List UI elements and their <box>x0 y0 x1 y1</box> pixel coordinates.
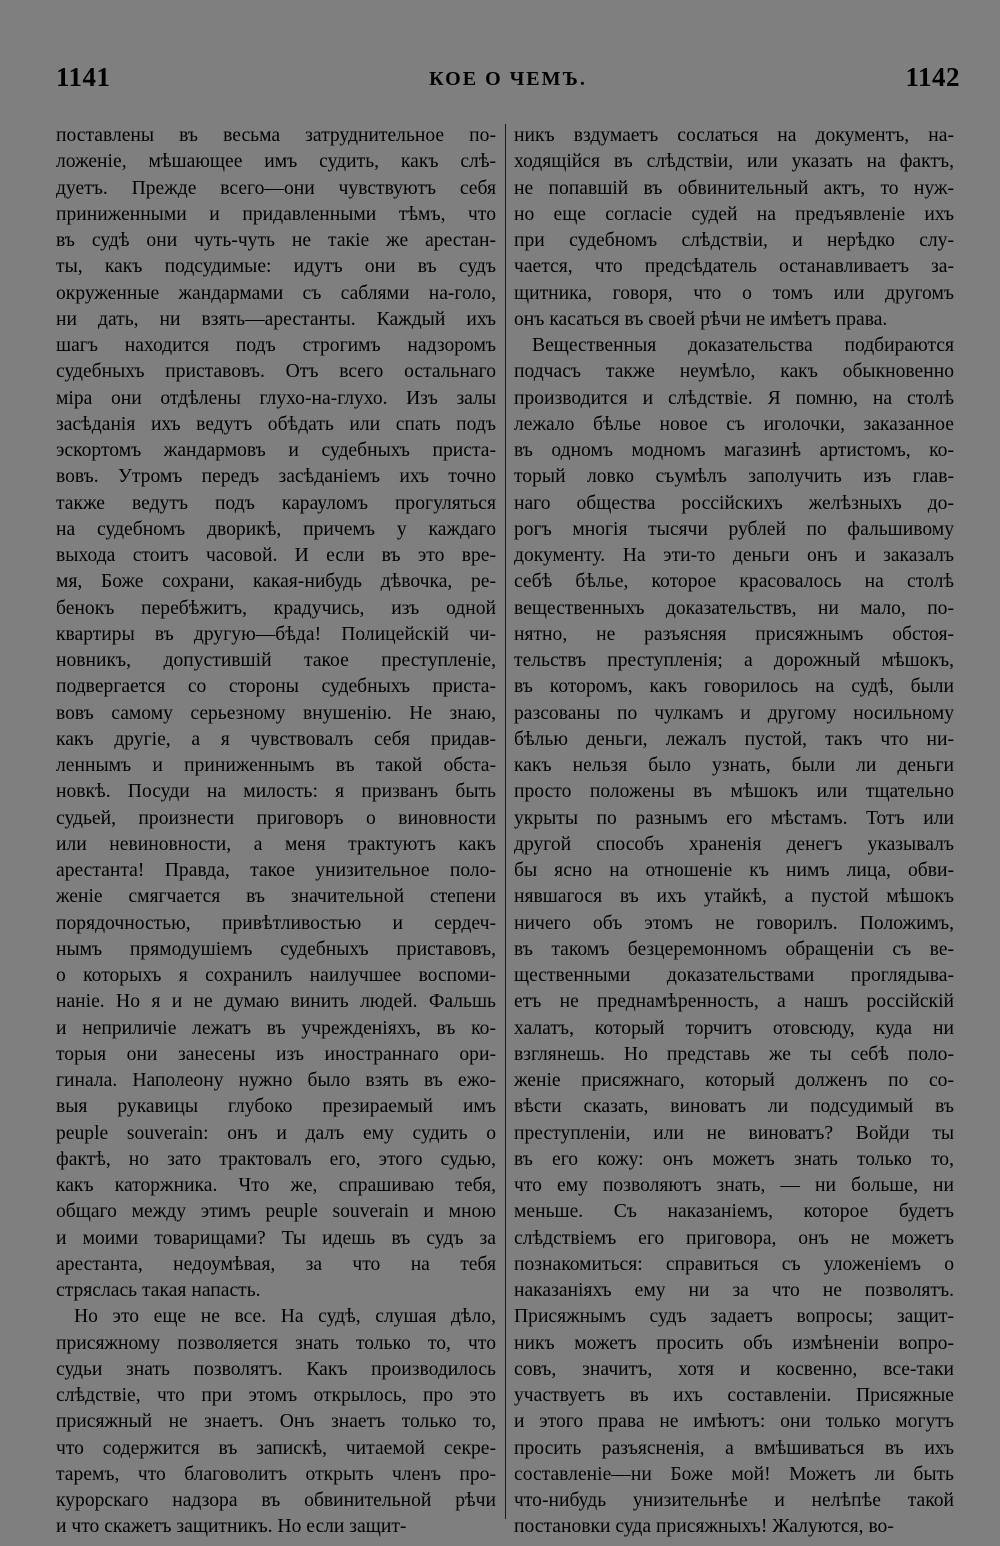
text-line: бенокъ перебѣжитъ, крадучись, изъ одной <box>56 597 496 619</box>
text-line: что-нибудь унизительнѣе и нелѣпѣе такой <box>514 1490 954 1511</box>
text-line: наго общества россійскихъ желѣзныхъ до- <box>514 492 954 514</box>
text-line: не попавшій въ обвинительный актъ, то нуж- <box>514 177 954 199</box>
text-line: въ такомъ безцеремонномъ обращеніи съ ве- <box>514 938 954 960</box>
text-line: и что скажетъ защитникъ. Но если защит- <box>56 1516 407 1538</box>
text-line: документу. На эти-то деньги онъ и заказалъ <box>514 545 954 566</box>
text-line: познакомиться: справиться съ уложеніемъ о <box>514 1253 954 1275</box>
page-header <box>56 62 960 102</box>
text-column-left <box>56 123 496 1541</box>
text-line: ничего объ этомъ не говорилъ. Положимъ, <box>514 912 954 934</box>
text-line: міра они отдѣлены глухо-на-глухо. Изъ залы <box>56 387 496 409</box>
text-line: и моими товарищами? Ты идешь въ судъ за <box>56 1227 496 1249</box>
text-line: курорскаго надзора въ обвинительной рѣчи <box>56 1490 496 1511</box>
text-line: судебныхъ приставовъ. Отъ всего остальнаго <box>56 361 496 383</box>
text-line: разсованы по чулкамъ и другому носильному <box>514 702 954 724</box>
text-line: выя рукавицы глубоко презираемый имъ <box>56 1096 496 1118</box>
text-line: халатъ, который торчитъ отовсюду, куда ни <box>514 1017 954 1039</box>
text-line: никъ вздумаетъ сослаться на документъ, на- <box>514 125 954 146</box>
text-line: квартиры въ другую—бѣда! Полицейскій чи- <box>56 623 496 645</box>
text-line: окруженные жандармами съ саблями на-голо, <box>56 282 496 304</box>
text-line: бѣлью деньги, лежалъ пустой, такъ что ни- <box>514 728 954 750</box>
text-line: другой способъ храненія денегъ указывалъ <box>514 833 954 855</box>
text-line: судьи знать позволятъ. Какъ производилось <box>56 1358 496 1380</box>
text-line: засѣданія ихъ ведутъ обѣдать или спать подъ <box>56 413 496 435</box>
text-line: и неприличіе лежатъ въ учрежденіяхъ, въ ко- <box>56 1017 496 1039</box>
text-line: при судебномъ слѣдствіи, и нерѣдко слу- <box>514 230 954 251</box>
text-line: составленіе—ни Боже мой! Можетъ ли быть <box>514 1463 954 1485</box>
text-line: стряслась такая напасть. <box>56 1280 261 1301</box>
text-line: арестанта, недоумѣвая, за что на тебя <box>56 1253 496 1275</box>
text-line: вѣсти сказать, виноватъ ли подсудимый въ <box>514 1096 954 1118</box>
running-title: КОЕ О ЧЕМЪ. <box>429 68 587 90</box>
text-line: шагъ находится подъ строгимъ надзоромъ <box>56 335 496 356</box>
text-line: Присяжнымъ судъ задаетъ вопросы; защит- <box>514 1306 954 1328</box>
text-line: ходящійся въ слѣдствіи, или указать на фактъ, <box>514 151 954 173</box>
text-line: арестанта! Правда, такое унизительное поло- <box>56 860 496 881</box>
text-line: таремъ, что благоволитъ открыть членъ про- <box>56 1463 496 1485</box>
text-line: слѣдствіемъ его приговора, онъ не можетъ <box>514 1227 954 1249</box>
text-line: вовъ. Утромъ передъ засѣданіемъ ихъ точно <box>56 466 496 488</box>
text-line: щественными доказательствами проглядыва- <box>514 965 954 986</box>
text-line: подвергается со стороны судебныхъ приста- <box>56 676 496 698</box>
text-line: меньше. Съ наказаніемъ, которое будетъ <box>514 1201 954 1223</box>
text-line: подчасъ также неумѣло, какъ обыкновенно <box>514 361 954 383</box>
text-line: на судебномъ дворикѣ, причемъ у каждаго <box>56 518 496 540</box>
text-line: ложеніе, мѣшающее имъ судить, какъ слѣ- <box>56 151 496 173</box>
text-line: ты, какъ подсудимые: идутъ они въ судъ <box>56 256 496 278</box>
text-line: мя, Боже сохрани, какая-нибудь дѣвочка, ре- <box>56 571 496 593</box>
text-line: нявшагося въ ихъ утайкѣ, а пустой мѣшокъ <box>514 886 954 908</box>
text-line: фактѣ, но зато трактовалъ его, этого судью, <box>56 1148 496 1170</box>
text-line: въ которомъ, какъ говорилось на судѣ, были <box>514 676 954 698</box>
text-line: лежало бѣлье новое съ иголочки, заказанное <box>514 413 954 435</box>
text-line: онъ касаться въ своей рѣчи не имѣетъ права. <box>514 308 888 330</box>
text-line: что содержится въ запискѣ, читаемой секре- <box>56 1437 496 1459</box>
text-line: гинала. Наполеону нужно было взять въ ежо- <box>56 1070 496 1091</box>
text-line: присяжный не знаетъ. Онъ знаетъ только то, <box>56 1411 496 1433</box>
text-line: наніе. Но я и не думаю винить людей. Фальшь <box>56 991 496 1013</box>
text-line: дуетъ. Прежде всего—они чувствуютъ себя <box>56 177 496 199</box>
text-line: порядочностью, привѣтливостью и сердеч- <box>56 912 496 934</box>
text-line: общаго между этимъ peuple souverain и мною <box>56 1201 496 1223</box>
text-line: чается, что предсѣдатель останавливаетъ за- <box>514 256 954 278</box>
text-line: Вещественныя доказательства подбираются <box>532 335 954 356</box>
text-line: ни дать, ни взять—арестанты. Каждый ихъ <box>56 308 496 330</box>
text-line: но еще согласіе судей на предъявленіе ихъ <box>514 203 954 225</box>
text-line: щитника, говоря, что о томъ или другомъ <box>514 282 954 304</box>
text-line: эскортомъ жандармовъ и судебныхъ приста- <box>56 440 496 461</box>
text-line: и этого права не имѣютъ: они только могутъ <box>514 1411 954 1433</box>
text-line: участвуетъ въ ихъ составленіи. Присяжные <box>514 1385 954 1406</box>
text-line: что ему позволяютъ знать, — ни больше, ни <box>514 1175 954 1196</box>
text-line: наказаніяхъ ему ни за что не позволятъ. <box>514 1280 954 1301</box>
text-line: женіе смягчается въ значительной степени <box>56 886 496 908</box>
text-line: peuple souverain: онъ и далъ ему судить о <box>56 1122 496 1144</box>
text-line: тельствъ преступленія; а дорожный мѣшокъ, <box>514 650 954 671</box>
text-line: преступленіи, или не виноватъ? Войди ты <box>514 1122 954 1144</box>
text-line: какъ другіе, а я чувствовалъ себя придав- <box>56 728 496 750</box>
text-line: въ судѣ они чуть-чуть не такіе же арестан- <box>56 230 496 251</box>
text-line: вовъ самому серьезному внушенію. Не знаю, <box>56 702 496 724</box>
text-line: новникъ, допустившій такое преступленіе, <box>56 650 496 671</box>
text-line: производится и слѣдствіе. Я помню, на столѣ <box>514 387 954 409</box>
text-line: поставлены въ весьма затруднительное по- <box>56 125 496 146</box>
text-line: взглянешь. Но представь же ты себѣ поло- <box>514 1043 954 1065</box>
text-line: совъ, значитъ, хотя и косвенно, все-таки <box>514 1358 954 1380</box>
text-line: выхода стоитъ часовой. И если въ это вре- <box>56 545 496 566</box>
text-line: Но это еще не все. На судѣ, слушая дѣло, <box>74 1306 496 1328</box>
text-line: слѣдствіе, что при этомъ открылось, про это <box>56 1385 496 1406</box>
column-divider <box>505 124 506 1519</box>
text-line: новкѣ. Посуди на милость: я призванъ быть <box>56 781 496 803</box>
text-line: женіе присяжнаго, который долженъ по со- <box>514 1070 954 1091</box>
text-line: себѣ бѣлье, которое красовалось на столѣ <box>514 571 954 593</box>
page-number-right: 1142 <box>905 62 960 92</box>
text-line: просить разъясненія, а вмѣшиваться въ ихъ <box>514 1437 954 1459</box>
text-column-right <box>514 123 954 1541</box>
text-line: просто положены въ мѣшокъ или тщательно <box>514 781 954 803</box>
text-line: въ его кожу: онъ можетъ знать только то, <box>514 1148 954 1170</box>
text-line: вещественныхъ доказательствъ, ни мало, по- <box>514 597 954 619</box>
page-number-left: 1141 <box>56 62 111 92</box>
text-line: какъ нельзя было узнать, были ли деньги <box>514 755 954 776</box>
text-line: приниженными и придавленными тѣмъ, что <box>56 203 496 225</box>
text-line: какъ каторжника. Что же, спрашиваю тебя, <box>56 1175 496 1196</box>
text-line: постановки суда присяжныхъ! Жалуются, во- <box>514 1516 894 1538</box>
text-line: рогъ многія тысячи рублей по фальшивому <box>514 518 954 540</box>
text-line: бы ясно на отношеніе къ нимъ лица, обви- <box>514 860 954 881</box>
text-line: судьей, произнести приговоръ о виновности <box>56 807 496 829</box>
text-line: нымъ прямодушіемъ судебныхъ приставовъ, <box>56 938 496 960</box>
text-line: никъ можетъ просить объ измѣненіи вопро- <box>514 1332 954 1354</box>
text-line: или невиновности, а меня трактуютъ какъ <box>56 833 496 855</box>
text-line: торый ловко съумѣлъ заполучить изъ глав- <box>514 466 954 488</box>
text-line: торыя они занесены изъ иностраннаго ори- <box>56 1043 496 1065</box>
text-line: леннымъ и приниженнымъ въ такой обста- <box>56 755 496 776</box>
text-line: также ведутъ подъ карауломъ прогуляться <box>56 492 496 514</box>
text-line: въ одномъ модномъ магазинѣ артистомъ, ко- <box>514 440 954 461</box>
text-line: о которыхъ я сохранилъ наилучшее воспоми- <box>56 965 496 986</box>
text-line: нятно, не разъясняя присяжнымъ обстоя- <box>514 623 954 645</box>
text-line: укрыты по разнымъ его мѣстамъ. Тотъ или <box>514 807 954 829</box>
text-line: присяжному позволяется знать только то, что <box>56 1332 496 1354</box>
text-line: етъ не преднамѣренность, а нашъ россійскій <box>514 991 954 1013</box>
